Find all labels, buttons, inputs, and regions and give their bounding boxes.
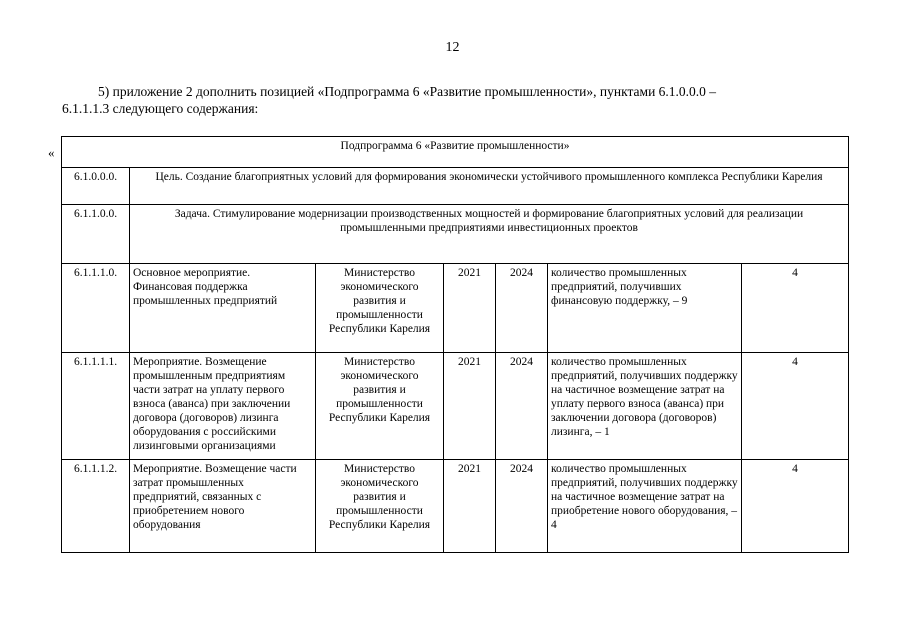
- row-executor: Министерство экономического развития и промышленности Республики Карелия: [316, 264, 444, 353]
- row-start-year: 2021: [444, 353, 496, 460]
- row-code: 6.1.1.1.0.: [62, 264, 130, 353]
- row-indicator: количество промышленных предприятий, получивших финансовую поддержку, – 9: [548, 264, 742, 353]
- row-end-year: 2024: [496, 264, 548, 353]
- row-code: 6.1.1.1.1.: [62, 353, 130, 460]
- row-indicator: количество промышленных предприятий, получивших поддержку на частичное возмещение затрат на приобретение нового оборудования, – 4: [548, 460, 742, 553]
- intro-line-2: 6.1.1.1.3 следующего содержания:: [62, 101, 259, 116]
- row-name: Основное мероприятие. Финансовая поддержка промышленных предприятий: [130, 264, 316, 353]
- row-code: 6.1.1.1.2.: [62, 460, 130, 553]
- row-value: 4: [742, 264, 849, 353]
- table-row: [62, 264, 849, 353]
- row-name: Мероприятие. Возмещение промышленным предприятиям части затрат на уплату первого взноса (аванса) при заключении договора (договоров) лизинга оборудования с российскими лизинговыми организациями: [130, 353, 316, 460]
- intro-paragraph: [62, 83, 822, 117]
- row-name: Мероприятие. Возмещение части затрат промышленных предприятий, связанных с приобретением нового оборудования: [130, 460, 316, 553]
- row-executor: Министерство экономического развития и промышленности Республики Карелия: [316, 353, 444, 460]
- row-executor: Министерство экономического развития и промышленности Республики Карелия: [316, 460, 444, 553]
- table-row-task: [62, 205, 849, 264]
- open-quote-mark: «: [48, 145, 55, 160]
- row-end-year: 2024: [496, 460, 548, 553]
- table-row: [62, 460, 849, 553]
- goal-text: Цель. Создание благоприятных условий для формирования экономически устойчивого промышленного комплекса Республики Карелия: [130, 168, 849, 205]
- task-code: 6.1.1.0.0.: [62, 205, 130, 264]
- page-number: 12: [445, 40, 460, 55]
- table-row: [62, 353, 849, 460]
- subprogram-table: [61, 136, 849, 553]
- goal-code: 6.1.0.0.0.: [62, 168, 130, 205]
- table-row-goal: [62, 168, 849, 205]
- row-value: 4: [742, 353, 849, 460]
- row-start-year: 2021: [444, 264, 496, 353]
- subprogram-title: Подпрограмма 6 «Развитие промышленности»: [62, 137, 849, 168]
- intro-line-1: 5) приложение 2 дополнить позицией «Подпрограмма 6 «Развитие промышленности», пунктами 6.1.0.0.0 –: [98, 84, 717, 99]
- table-row-subprogram: [62, 137, 849, 168]
- row-end-year: 2024: [496, 353, 548, 460]
- task-text: Задача. Стимулирование модернизации производственных мощностей и формирование благоприятных условий для реализации промышленными предприятиями инвестиционных проектов: [130, 205, 849, 264]
- row-indicator: количество промышленных предприятий, получивших поддержку на частичное возмещение затрат на уплату первого взноса (аванса) при заключении договора (договоров) лизинга, – 1: [548, 353, 742, 460]
- row-start-year: 2021: [444, 460, 496, 553]
- row-value: 4: [742, 460, 849, 553]
